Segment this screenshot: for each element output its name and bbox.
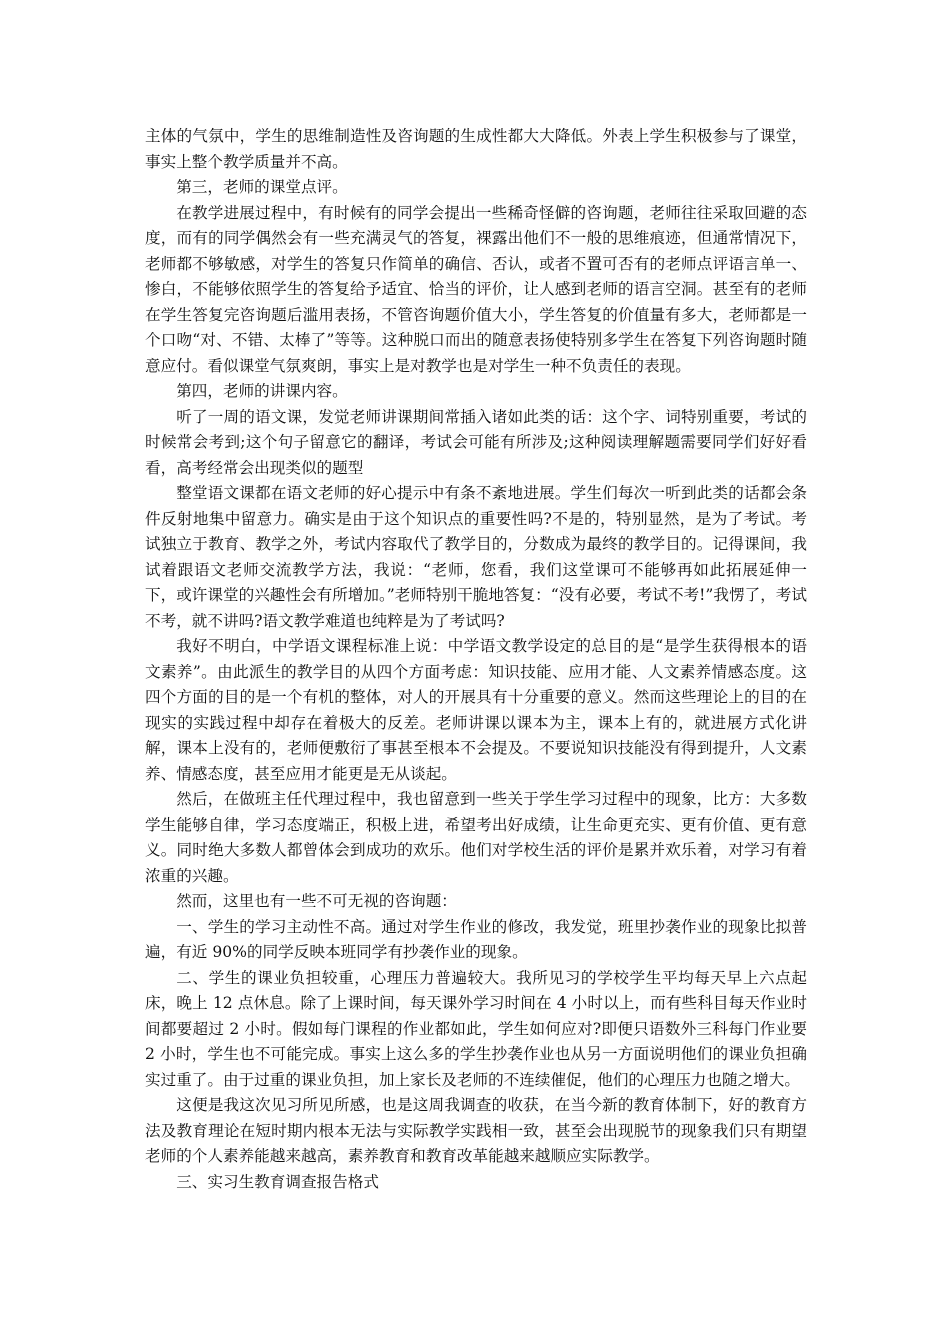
paragraph: 整堂语文课都在语文老师的好心提示中有条不紊地进展。学生们每次一听到此类的话都会条件反射地集中留意力。确实是由于这个知识点的重要性吗?不是的，特别显然，是为了考试。考试独立于教育、教学之外，考试内容取代了教学目的，分数成为最终的教学目的。记得课间，我试着跟语文老师交流教学方法，我说：“老师，您看，我们这堂课可不能够再如此拓展延伸一下，或许课堂的兴趣性会有所增加。”老师特别干脆地答复：“没有必要，考试不考!”我愣了，考试不考，就不讲吗?语文教学难道也纯粹是为了考试吗?	[145, 484, 807, 630]
list-item: 一、学生的学习主动性不高。通过对学生作业的修改，我发觉，班里抄袭作业的现象比拟普遍，有近 90%的同学反映本班同学有抄袭作业的现象。	[145, 917, 807, 961]
paragraph: 主体的气氛中，学生的思维制造性及咨询题的生成性都大大降低。外表上学生积极参与了课堂，事实上整个教学质量并不高。	[145, 127, 807, 171]
document-body	[145, 124, 807, 1195]
paragraph: 然而，这里也有一些不可无视的咨询题：	[176, 892, 457, 910]
section-heading: 第四，老师的讲课内容。	[176, 382, 348, 400]
paragraph: 我好不明白，中学语文课程标准上说：中学语文教学设定的总目的是“是学生获得根本的语文素养”。由此派生的教学目的从四个方面考虑：知识技能、应用才能、人文素养情感态度。这四个方面的目的是一个有机的整体，对人的开展具有十分重要的意义。然而这些理论上的目的在现实的实践过程中却存在着极大的反差。老师讲课以课本为主，课本上有的，就进展方式化讲解，课本上没有的，老师便敷衍了事甚至根本不会提及。不要说知识技能没有得到提升，人文素养、情感态度，甚至应用才能更是无从谈起。	[145, 637, 807, 783]
section-heading: 三、实习生教育调查报告格式	[176, 1172, 379, 1191]
paragraph: 然后，在做班主任代理过程中，我也留意到一些关于学生学习过程中的现象，比方：大多数学生能够自律，学习态度端正，积极上进，希望考出好成绩，让生命更充实、更有价值、更有意义。同时绝大多数人都曾体会到成功的欢乐。他们对学校生活的评价是累并欢乐着，对学习有着浓重的兴趣。	[145, 790, 807, 885]
list-item: 二、学生的课业负担较重，心理压力普遍较大。我所见习的学校学生平均每天早上六点起床，晚上 12 点休息。除了上课时间，每天课外学习时间在 4 小时以上，而有些科目每天作业时间都要超过 2 小时。假如每门课程的作业都如此，学生如何应对?即便只语数外三科每门作业要 2 小时，学生也不可能完成。事实上这么多的学生抄袭作业也从另一方面说明他们的课业负担确实过重了。由于过重的课业负担，加上家长及老师的不连续催促，他们的心理压力也随之增大。	[145, 968, 807, 1089]
section-heading: 第三，老师的课堂点评。	[176, 178, 348, 196]
paragraph: 听了一周的语文课，发觉老师讲课期间常插入诸如此类的话：这个字、词特别重要，考试的时候常会考到;这个句子留意它的翻译，考试会可能有所涉及;这种阅读理解题需要同学们好好看看，高考经常会出现类似的题型	[145, 407, 807, 477]
paragraph: 在教学进展过程中，有时候有的同学会提出一些稀奇怪僻的咨询题，老师往往采取回避的态度，而有的同学偶然会有一些充满灵气的答复，裸露出他们不一般的思维痕迹，但通常情况下，老师都不够敏感，对学生的答复只作简单的确信、否认，或者不置可否有的老师点评语言单一、惨白，不能够依照学生的答复给予适宜、恰当的评价，让人感到老师的语言空洞。甚至有的老师在学生答复完咨询题后滥用表扬，不管咨询题价值大小，学生答复的价值量有多大，老师都是一个口吻“对、不错、太棒了”等等。这种脱口而出的随意表扬使特别多学生在答复下列咨询题时随意应付。看似课堂气氛爽朗，事实上是对教学也是对学生一种不负责任的表现。	[145, 203, 807, 375]
paragraph: 这便是我这次见习所见所感，也是这周我调查的收获，在当今新的教育体制下，好的教育方法及教育理论在短时期内根本无法与实际教学实践相一致，甚至会出现脱节的现象我们只有期望老师的个人素养能越来越高，素养教育和教育改革能越来越顺应实际教学。	[145, 1096, 807, 1165]
